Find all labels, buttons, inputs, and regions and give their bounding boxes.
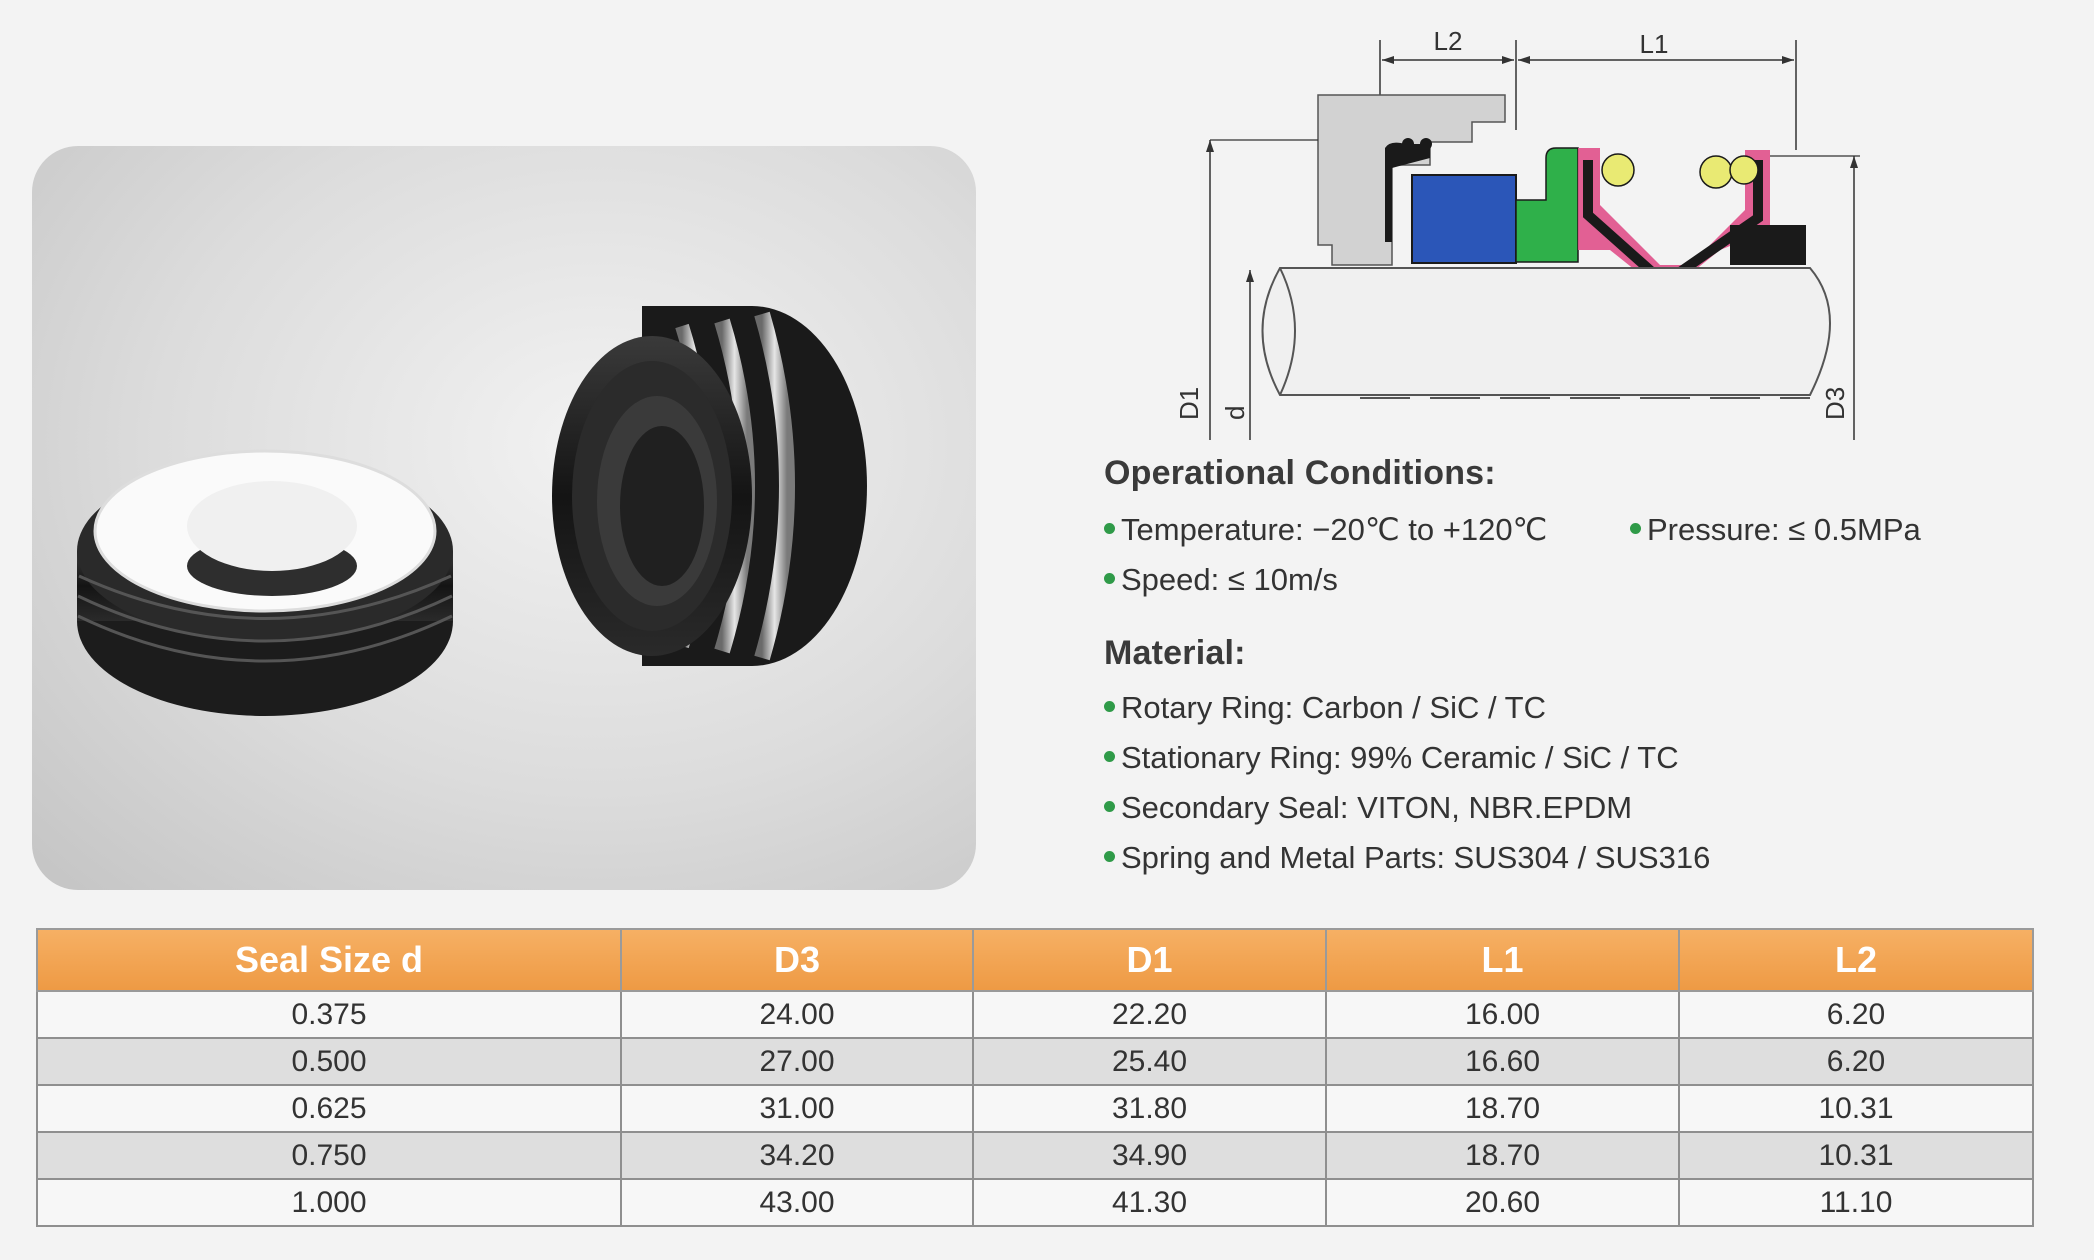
table-cell: 0.500: [37, 1038, 621, 1085]
table-cell: 27.00: [621, 1038, 973, 1085]
table-cell: 43.00: [621, 1179, 973, 1226]
table-cell: 10.31: [1679, 1085, 2033, 1132]
stationary-seat-icon: [77, 451, 453, 716]
table-cell: 18.70: [1326, 1085, 1679, 1132]
speed-text: Speed: ≤ 10m/s: [1121, 562, 1338, 597]
material-title: Material:: [1104, 634, 1246, 672]
table-row: [37, 1085, 2033, 1132]
table-cell: 6.20: [1679, 991, 2033, 1038]
header-d3: D3: [621, 929, 973, 991]
material-item: Spring and Metal Parts: SUS304 / SUS316: [1121, 840, 1711, 875]
bullet-dot-icon: [1104, 801, 1115, 812]
bullet-pressure: [1630, 512, 1921, 548]
bullet-dot-icon: [1630, 523, 1641, 534]
table-cell: 0.625: [37, 1085, 621, 1132]
table-cell: 31.00: [621, 1085, 973, 1132]
table-cell: 34.20: [621, 1132, 973, 1179]
material-item: Rotary Ring: Carbon / SiC / TC: [1121, 690, 1546, 725]
table-cell: 10.31: [1679, 1132, 2033, 1179]
cross-section-diagram: [1160, 20, 1900, 440]
table-cell: 34.90: [973, 1132, 1326, 1179]
header-seal-size: Seal Size d: [37, 929, 621, 991]
table-cell: 41.30: [973, 1179, 1326, 1226]
bullet-dot-icon: [1104, 523, 1115, 534]
header-d1: D1: [973, 929, 1326, 991]
table-cell: 16.60: [1326, 1038, 1679, 1085]
material-item: Secondary Seal: VITON, NBR.EPDM: [1121, 790, 1633, 825]
bullet-speed: [1104, 562, 1338, 598]
bullet-material-stationary: [1104, 740, 1679, 776]
table-row: [37, 1179, 2033, 1226]
material-item: Stationary Ring: 99% Ceramic / SiC / TC: [1121, 740, 1679, 775]
product-photo: [32, 146, 976, 890]
dim-label-d1: D1: [1174, 386, 1204, 420]
dim-label-l2: L2: [1433, 26, 1463, 56]
mechanical-seal-illustration: [32, 146, 976, 890]
table-cell: 20.60: [1326, 1179, 1679, 1226]
table-cell: 11.10: [1679, 1179, 2033, 1226]
table-cell: 24.00: [621, 991, 973, 1038]
table-cell: 31.80: [973, 1085, 1326, 1132]
bullet-dot-icon: [1104, 751, 1115, 762]
bullet-dot-icon: [1104, 701, 1115, 712]
rotary-head-icon: [552, 306, 867, 666]
table-cell: 1.000: [37, 1179, 621, 1226]
bullet-dot-icon: [1104, 851, 1115, 862]
bullet-material-spring: [1104, 840, 1710, 876]
bullet-material-rotary: [1104, 690, 1546, 726]
table-row: [37, 1132, 2033, 1179]
table-cell: 18.70: [1326, 1132, 1679, 1179]
dim-label-l1: L1: [1639, 29, 1669, 59]
temperature-text: Temperature: −20℃ to +120℃: [1121, 512, 1548, 547]
dim-label-d3: D3: [1820, 386, 1850, 420]
table-row: [37, 1038, 2033, 1085]
table-header-row: [37, 929, 2033, 991]
table-cell: 0.375: [37, 991, 621, 1038]
pressure-text: Pressure: ≤ 0.5MPa: [1647, 512, 1921, 547]
header-l1: L1: [1326, 929, 1679, 991]
table-cell: 16.00: [1326, 991, 1679, 1038]
table-cell: 22.20: [973, 991, 1326, 1038]
table-cell: 0.750: [37, 1132, 621, 1179]
spec-table: [36, 928, 2034, 1227]
dim-label-d: d: [1220, 405, 1250, 420]
bullet-material-secondary: [1104, 790, 1632, 826]
table-cell: 25.40: [973, 1038, 1326, 1085]
table-row: [37, 991, 2033, 1038]
table-cell: 6.20: [1679, 1038, 2033, 1085]
bullet-temperature: [1104, 512, 1547, 548]
operational-conditions-title: Operational Conditions:: [1104, 454, 1496, 492]
bullet-dot-icon: [1104, 573, 1115, 584]
header-l2: L2: [1679, 929, 2033, 991]
